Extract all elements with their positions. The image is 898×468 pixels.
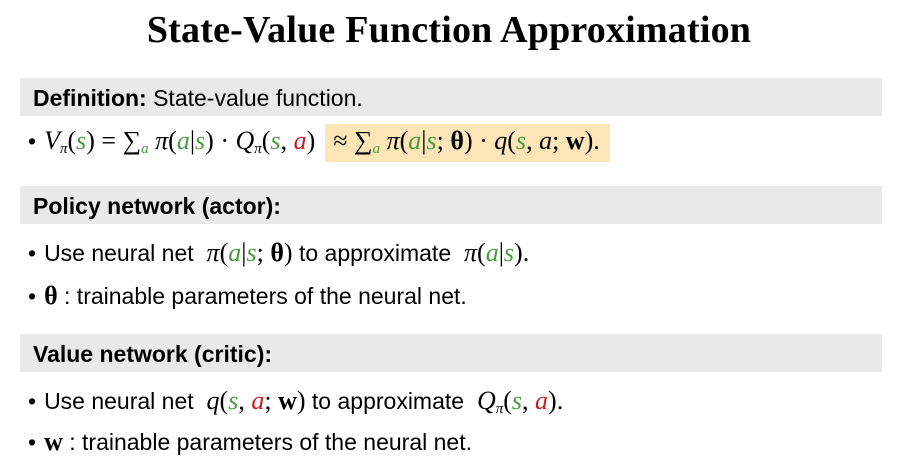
policy-heading: Policy network (actor): [33,193,281,219]
value-line-2 [28,427,472,457]
value-target: $Q_\pi(s$, a). [476,386,564,417]
definition-label: Definition: [33,85,147,111]
policy-function: π(a|s; θ) [206,238,293,267]
definition-heading [33,85,363,112]
definition-text: State-value function. [146,85,363,111]
bullet: • [28,429,37,455]
theta-symbol: θ [44,281,58,310]
value-line1-prefix: Use neural net [44,388,201,414]
page-title: State-Value Function Approximation [146,9,752,51]
bullet: • [28,128,37,154]
policy-line1-mid: to approximate [292,240,458,266]
bullet: • [28,388,37,414]
value-line-1 [28,386,563,418]
value-line2-suffix: : trainable parameters of the neural net. [62,429,472,455]
equation-right-highlight: ≈ $\sum_a$ π(a|s; θ) · q(s, a; w). [325,124,609,162]
bullet: • [28,283,37,309]
definition-equation [28,124,610,162]
policy-line-1 [28,238,529,268]
value-heading: Value network (critic): [33,341,273,367]
policy-line2-suffix: : trainable parameters of the neural net. [57,283,467,309]
policy-line-2 [28,281,467,311]
value-function: q(s, a; w) [206,386,306,415]
policy-target: π(a|s). [464,238,530,267]
value-line1-mid: to approximate [305,388,471,414]
bullet: • [28,240,37,266]
w-symbol: w [44,427,63,456]
policy-line1-prefix: Use neural net [44,240,201,266]
equation-left: $V_\pi(s) = \sum_a$ $\pi(a|s) \cdot Q_\pi(s$, a) [44,126,316,157]
